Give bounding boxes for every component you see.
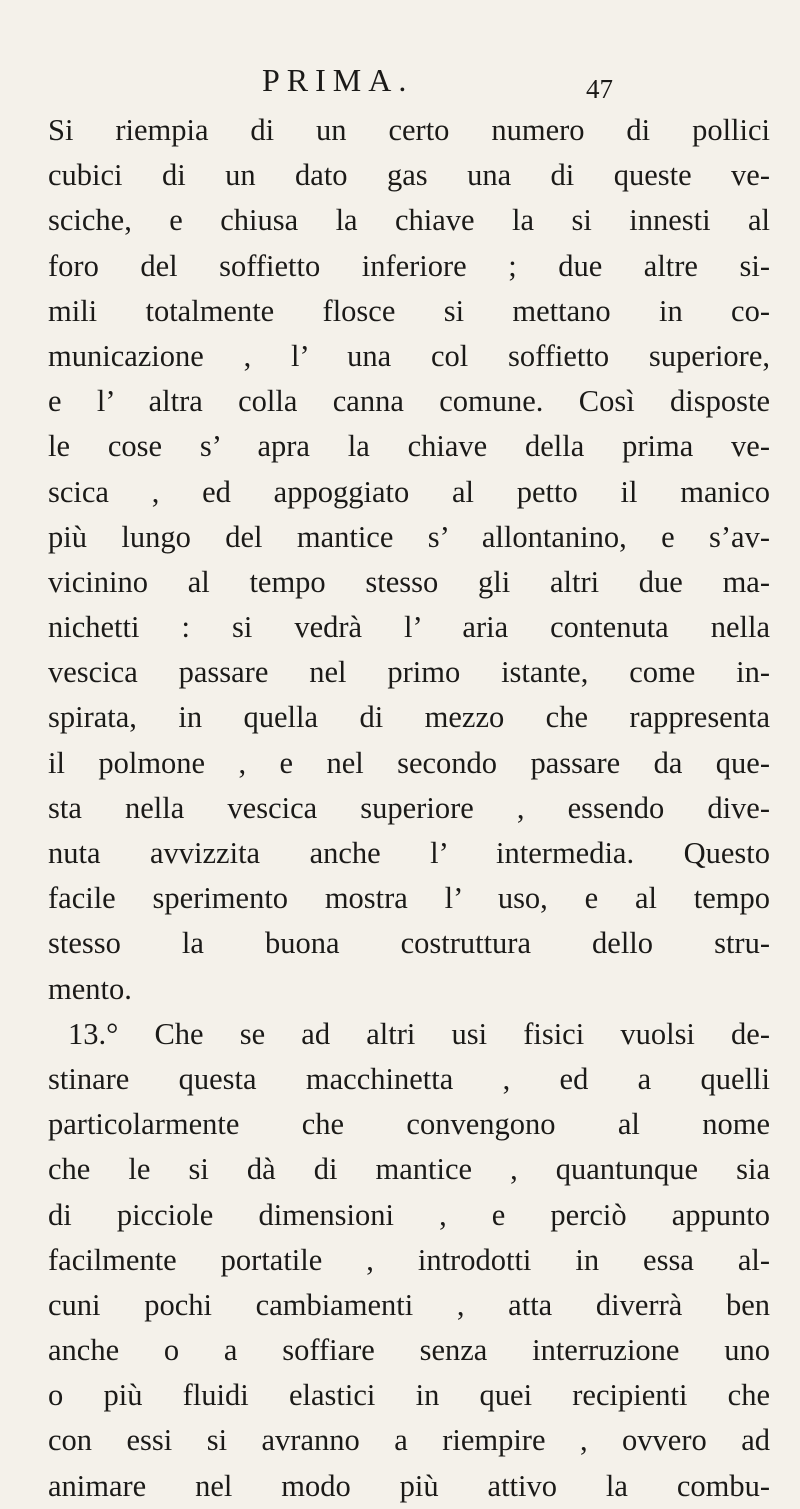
text-line: vescica passare nel primo istante, come in- [48, 655, 770, 690]
text-line: municazione , l’ una col soffietto superiore, [48, 338, 770, 373]
text-line: facilmente portatile , introdotti in essa al- [48, 1242, 770, 1277]
paragraph-end-line: mento. [48, 971, 132, 1006]
section-start-line: 13.° Che se ad altri usi fisici vuolsi de- [68, 1016, 770, 1051]
text-line: facile sperimento mostra l’ uso, e al tempo [48, 881, 770, 916]
text-line: cuni pochi cambiamenti , atta diverrà ben [48, 1287, 770, 1322]
text-line: particolarmente che convengono al nome [48, 1107, 770, 1142]
text-line: nichetti : si vedrà l’ aria contenuta nella [48, 610, 770, 645]
text-line: le cose s’ apra la chiave della prima ve- [48, 429, 770, 464]
text-line: stesso la buona costruttura dello stru- [48, 926, 770, 961]
text-line: nuta avvizzita anche l’ intermedia. Questo [48, 836, 770, 870]
text-line: spirata, in quella di mezzo che rappresenta [48, 700, 770, 735]
text-line: foro del soffietto inferiore ; due altre si- [48, 248, 770, 283]
text-line: sta nella vescica superiore , essendo dive- [48, 790, 770, 825]
text-line: di picciole dimensioni , e perciò appunto [48, 1197, 770, 1232]
text-line: che le si dà di mantice , quantunque sia [48, 1152, 770, 1187]
text-line: più lungo del mantice s’ allontanino, e s’av- [48, 519, 770, 554]
text-line: sciche, e chiusa la chiave la si innesti al [48, 203, 770, 238]
text-line: cubici di un dato gas una di queste ve- [48, 158, 770, 193]
text-line: animare nel modo più attivo la combu- [48, 1468, 770, 1503]
text-line: scica , ed appoggiato al petto il manico [48, 474, 770, 509]
running-title: PRIMA. [262, 62, 414, 98]
body-text [48, 108, 770, 1509]
text-line: anche o a soffiare senza interruzione uno [48, 1333, 770, 1368]
text-line: e l’ altra colla canna comune. Così disposte [48, 384, 770, 419]
page-number: 47 [586, 74, 613, 104]
text-line: con essi si avranno a riempire , ovvero ad [48, 1423, 770, 1458]
text-line: il polmone , e nel secondo passare da que- [48, 745, 770, 780]
text-line: vicinino al tempo stesso gli altri due ma- [48, 564, 770, 599]
running-head [0, 62, 800, 102]
text-line: mili totalmente flosce si mettano in co- [48, 293, 770, 328]
text-line: o più fluidi elastici in quei recipienti che [48, 1378, 770, 1413]
text-line: stinare questa macchinetta , ed a quelli [48, 1061, 770, 1096]
text-line: Si riempia di un certo numero di pollici [48, 113, 770, 147]
